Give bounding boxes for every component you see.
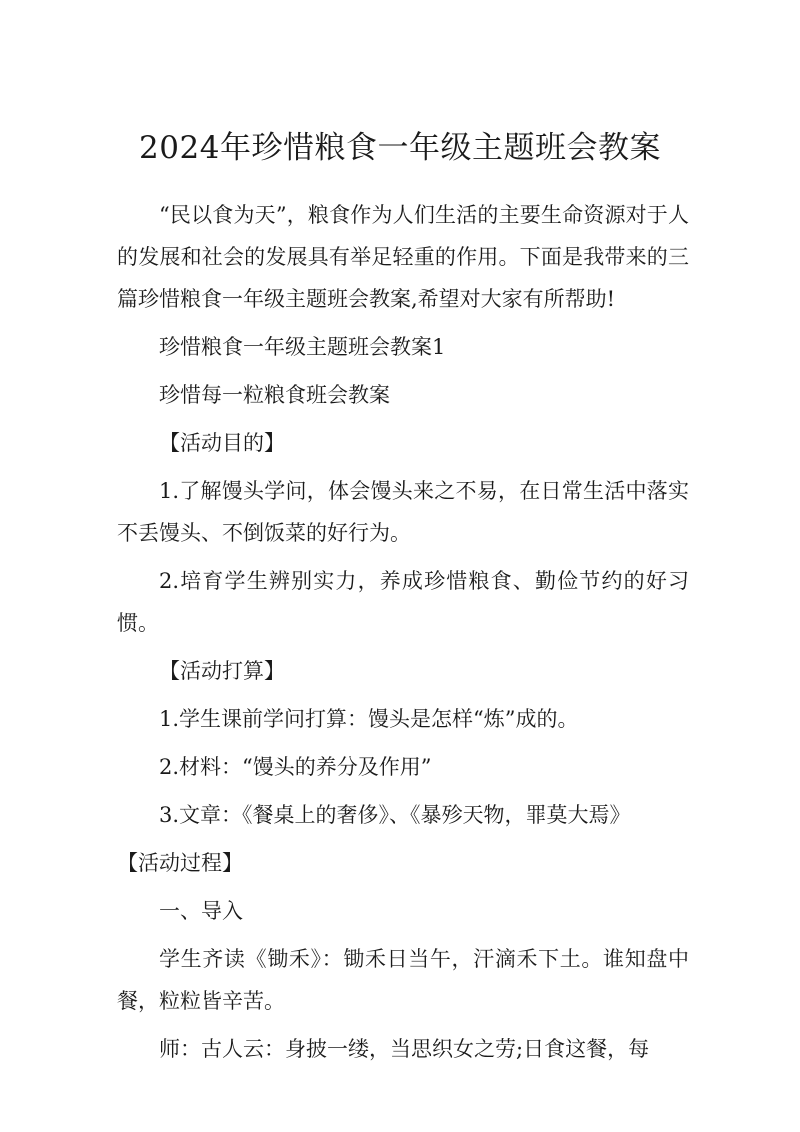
goal-item-1: 1.了解馒头学问，体会馒头来之不易，在日常生活中落实不丢馒头、不倒饭菜的好行为。	[117, 479, 689, 545]
section-heading-activity-process: 【活动过程】	[117, 851, 243, 875]
document-body	[117, 194, 689, 1076]
goal-item-2: 2.培育学生辨别实力，养成珍惜粮食、勤俭节约的好习惯。	[117, 569, 689, 635]
preparation-item-3: 3.文章：《餐桌上的奢侈》、《暴殄天物，罪莫大焉》	[159, 803, 631, 827]
preparation-item-2: 2.材料：“馒头的养分及作用”	[159, 755, 432, 779]
lesson-subtitle: 珍惜每一粒粮食班会教案	[159, 383, 390, 407]
page-title: 2024年珍惜粮食一年级主题班会教案	[139, 130, 661, 166]
intro-paragraph: “民以食为天”，粮食作为人们生活的主要生命资源对于人的发展和社会的发展具有举足轻重的作用。下面是我带来的三篇珍惜粮食一年级主题班会教案,希望对大家有所帮助!	[117, 203, 689, 311]
poem-recitation-paragraph: 学生齐读《锄禾》：锄禾日当午，汗滴禾下土。谁知盘中餐，粒粒皆辛苦。	[117, 947, 689, 1013]
preparation-item-1: 1.学生课前学问打算：馒头是怎样“炼”成的。	[159, 707, 579, 731]
section-heading-activity-goals: 【活动目的】	[159, 431, 285, 455]
section-heading-activity-preparation: 【活动打算】	[159, 659, 285, 683]
teacher-quote-paragraph: 师：古人云：身披一缕，当思织女之劳;日食这餐，每	[159, 1037, 650, 1061]
process-step-introduction: 一、导入	[159, 899, 243, 923]
lesson-plan-heading: 珍惜粮食一年级主题班会教案1	[159, 335, 446, 359]
